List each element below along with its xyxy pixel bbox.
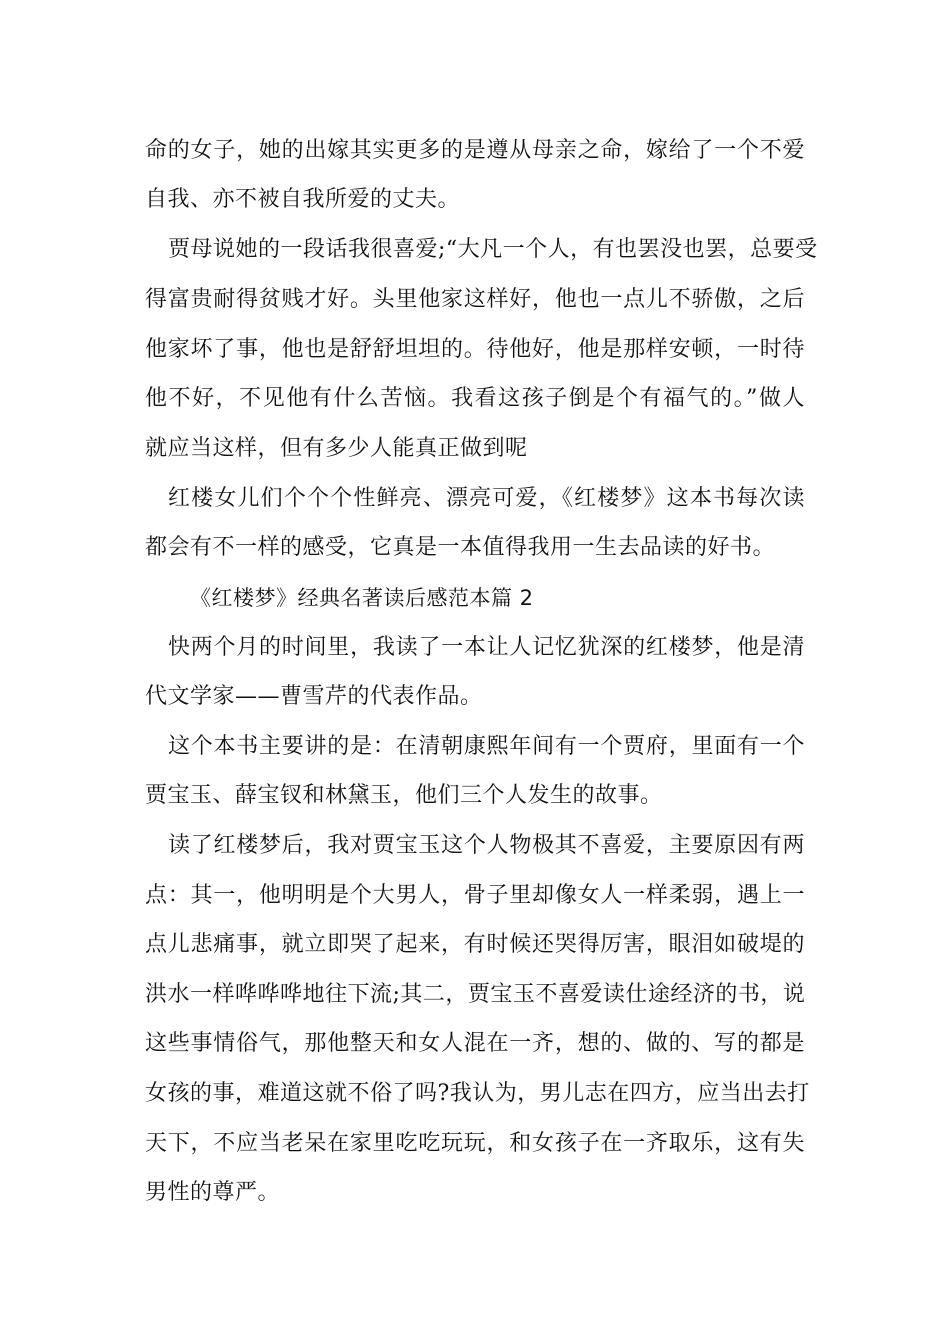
text-line: 男性的尊严。 — [145, 1180, 281, 1205]
text-line: 这个本书主要讲的是：在清朝康熙年间有一个贾府，里面有一个 — [168, 734, 805, 759]
text-line: 他家坏了事，他也是舒舒坦坦的。待他好，他是那样安顿，一时待 — [145, 337, 805, 362]
text-line: 天下，不应当老呆在家里吃吃玩玩，和女孩子在一齐取乐，这有失 — [145, 1131, 805, 1156]
text-line: 他不好，不见他有什么苦恼。我看这孩子倒是个有福气的。”做人 — [145, 386, 805, 411]
text-line: 点儿悲痛事，就立即哭了起来，有时候还哭得厉害，眼泪如破堤的 — [145, 932, 805, 957]
text-line: 快两个月的时间里，我读了一本让人记忆犹深的红楼梦，他是清 — [168, 635, 805, 660]
text-line: 都会有不一样的感受，它真是一本值得我用一生去品读的好书。 — [145, 535, 776, 560]
text-line: 就应当这样，但有多少人能真正做到呢 — [145, 436, 528, 461]
text-line: 贾宝玉、薛宝钗和林黛玉，他们三个人发生的故事。 — [145, 783, 663, 808]
text-line: 自我、亦不被自我所爱的丈夫。 — [145, 187, 461, 212]
text-line: 贾母说她的一段话我很喜爱;“大凡一个人，有也罢没也罢，总要受 — [168, 237, 818, 262]
text-line: 女孩的事，难道这就不俗了吗?我认为，男儿志在四方，应当出去打 — [145, 1081, 810, 1106]
text-line: 代文学家——曹雪芹的代表作品。 — [145, 684, 483, 709]
text-line: 命的女子，她的出嫁其实更多的是遵从母亲之命，嫁给了一个不爱 — [145, 138, 805, 163]
text-line: 洪水一样哗哗哗地往下流;其二，贾宝玉不喜爱读仕途经济的书，说 — [145, 982, 806, 1007]
section-title: 《红楼梦》经典名著读后感范本篇 2 — [190, 586, 534, 610]
text-line: 读了红楼梦后，我对贾宝玉这个人物极其不喜爱，主要原因有两 — [168, 833, 805, 858]
text-line: 红楼女儿们个个个性鲜亮、漂亮可爱，《红楼梦》这本书每次读 — [168, 486, 805, 511]
text-line: 点：其一，他明明是个大男人，骨子里却像女人一样柔弱，遇上一 — [145, 883, 805, 908]
text-line: 得富贵耐得贫贱才好。头里他家这样好，他也一点儿不骄傲，之后 — [145, 287, 805, 312]
text-line: 这些事情俗气，那他整天和女人混在一齐，想的、做的、写的都是 — [145, 1031, 805, 1056]
